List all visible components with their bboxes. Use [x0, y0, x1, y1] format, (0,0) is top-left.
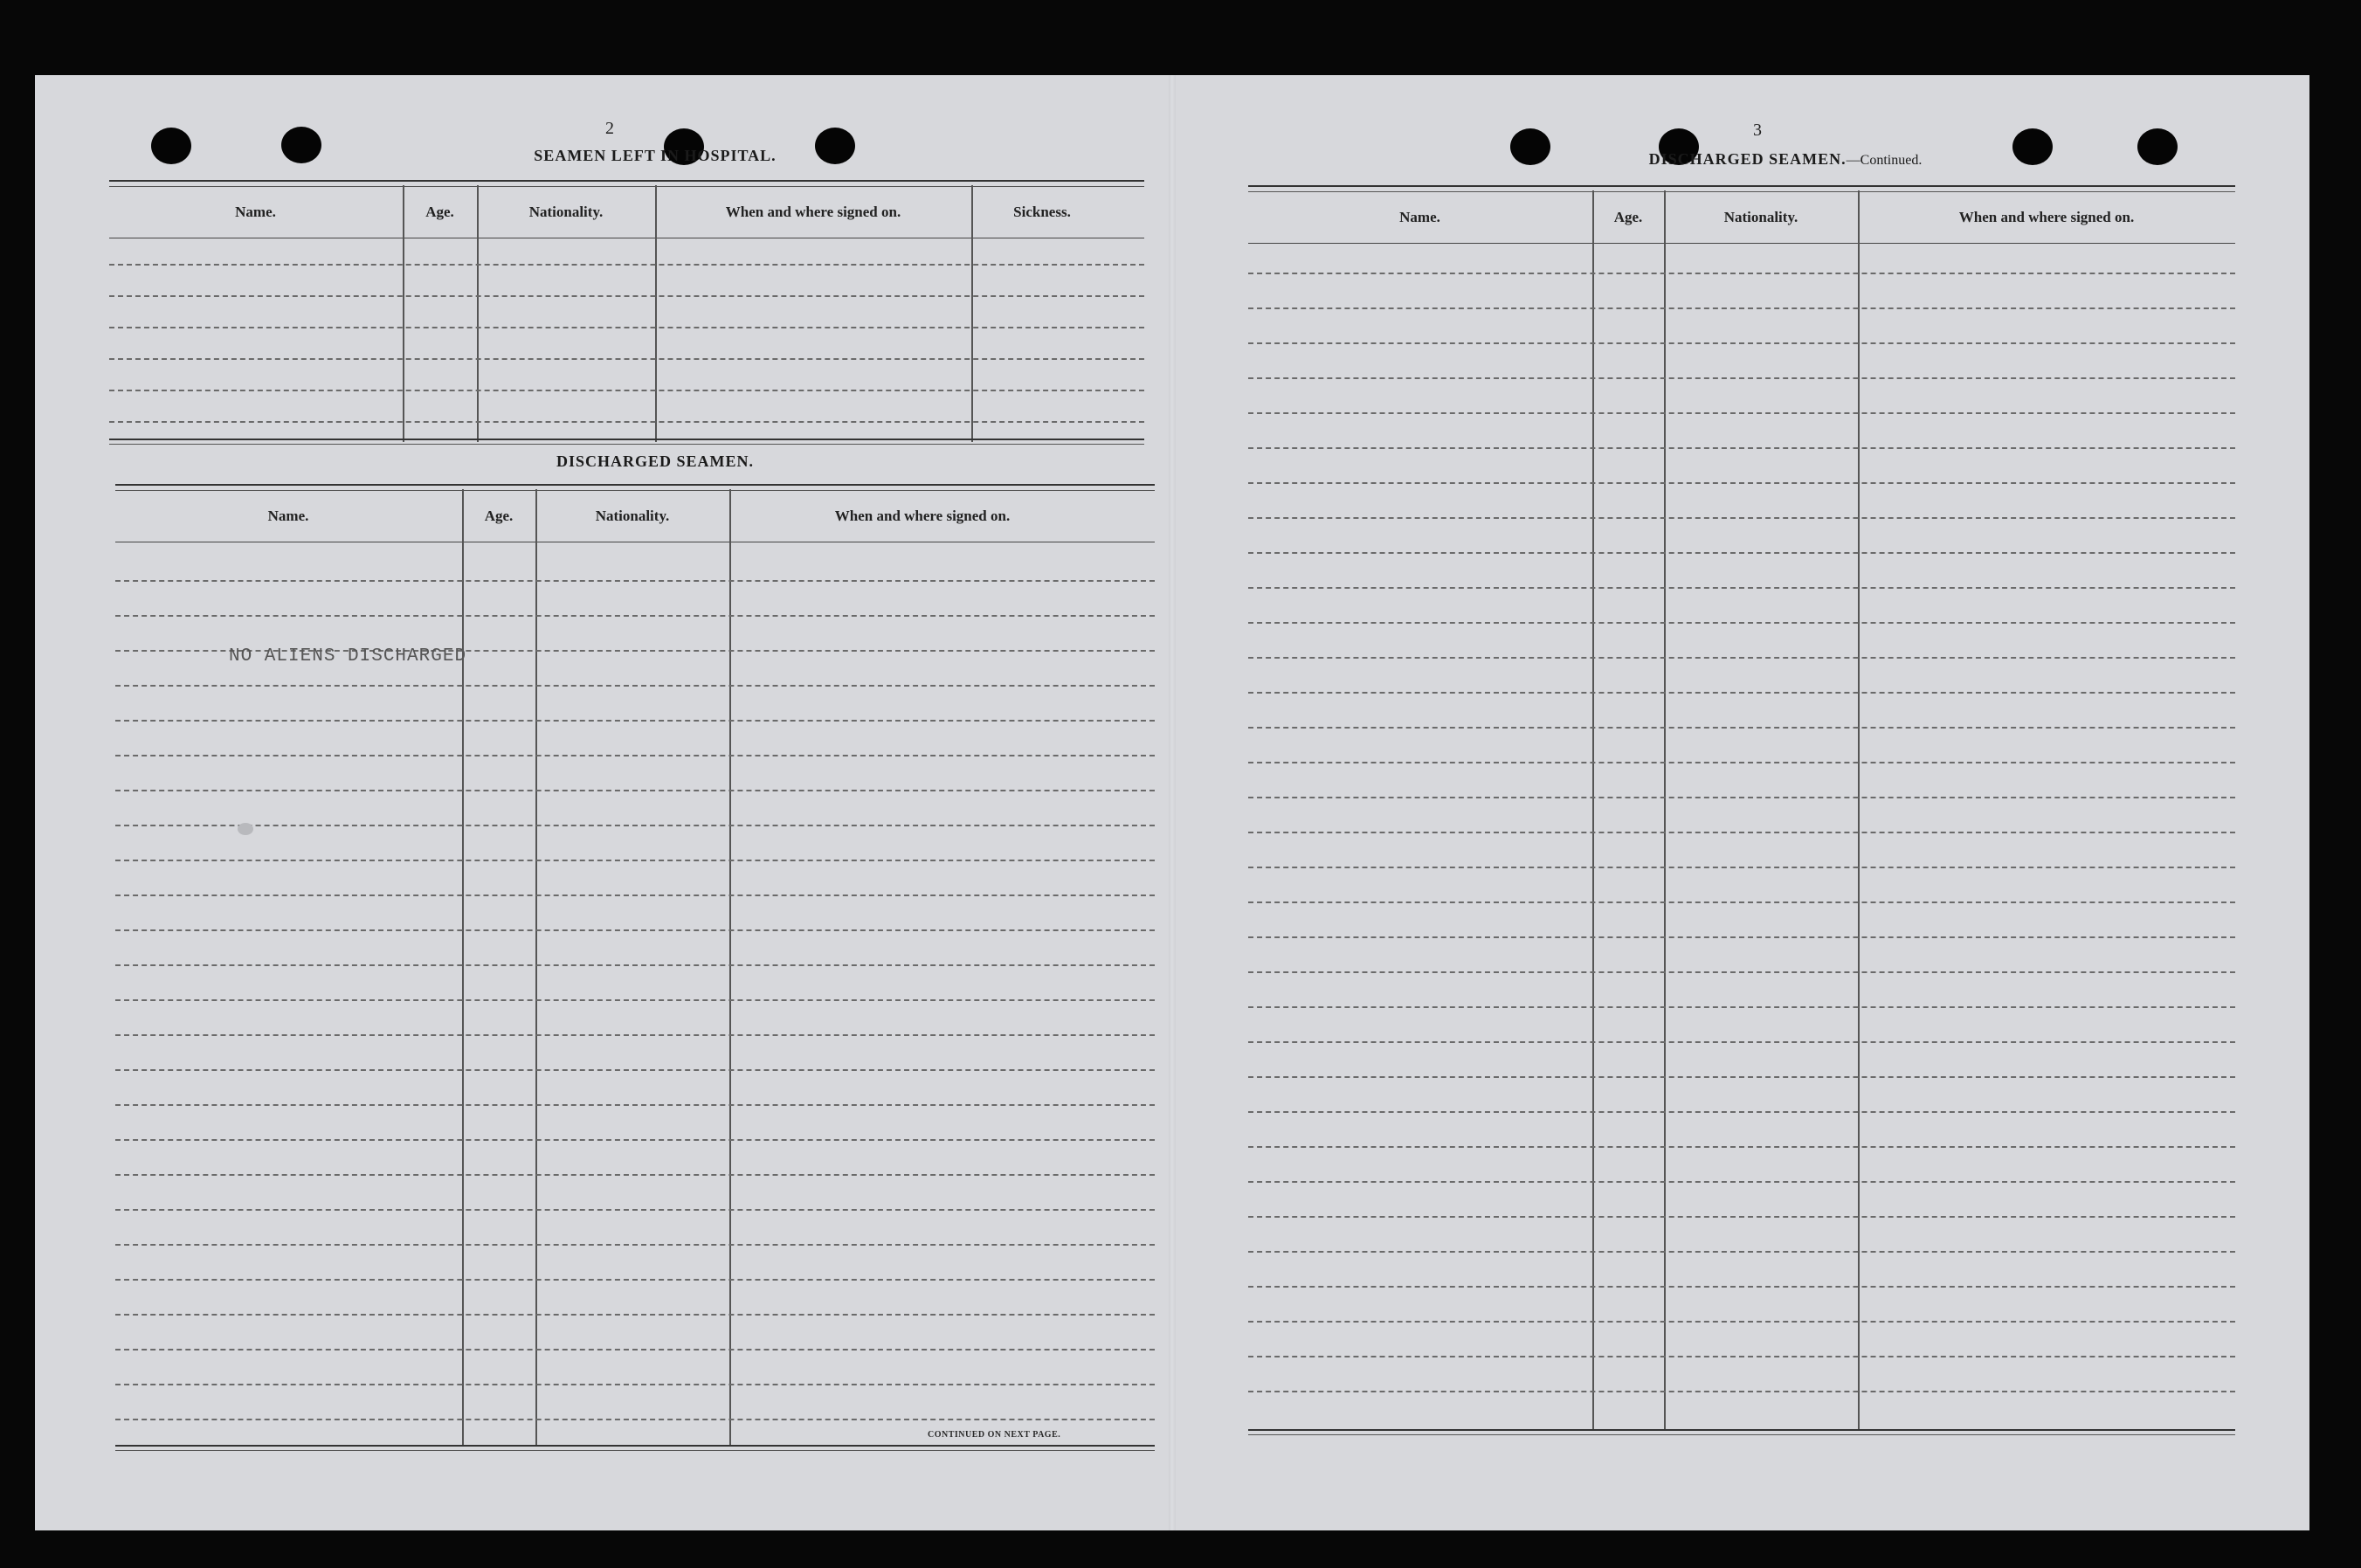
- section-title-hospital: SEAMEN LEFT IN HOSPITAL.: [534, 147, 777, 164]
- entry-line: [1248, 412, 2235, 414]
- section-title-discharged: DISCHARGED SEAMEN.: [556, 452, 755, 470]
- column-divider: [729, 489, 731, 1447]
- entry-line: [1248, 762, 2235, 763]
- entry-line: [115, 790, 1155, 791]
- column-header-nationality: Nationality.: [595, 508, 670, 524]
- column-divider: [971, 185, 973, 442]
- section-title-discharged-continued: [1528, 150, 2043, 169]
- entry-line: [1248, 273, 2235, 274]
- column-divider: [655, 185, 657, 442]
- column-header-age: Age.: [425, 204, 454, 220]
- continued-note: CONTINUED ON NEXT PAGE.: [928, 1430, 1061, 1440]
- entry-line: [115, 1104, 1155, 1106]
- section-title-suffix: —Continued.: [1846, 153, 1923, 168]
- entry-line: [115, 860, 1155, 861]
- entry-line: [115, 755, 1155, 756]
- column-divider: [1858, 190, 1860, 1431]
- entry-line: [1248, 1391, 2235, 1392]
- column-header-nationality: Nationality.: [528, 204, 604, 220]
- column-header-signed-on: When and where signed on.: [834, 508, 1011, 524]
- discharged-continued-table: [1248, 185, 2235, 1443]
- column-header-name: Name.: [235, 204, 276, 220]
- header-row: [1248, 192, 2235, 244]
- entry-line: [1248, 377, 2235, 379]
- section-title-text: DISCHARGED SEAMEN.: [1648, 150, 1847, 168]
- entry-line: [115, 964, 1155, 966]
- hospital-table: [109, 180, 1144, 442]
- entry-line: [1248, 867, 2235, 868]
- entry-line: [109, 327, 1144, 328]
- top-rule: [1248, 185, 2235, 192]
- entry-line: [1248, 1146, 2235, 1148]
- punch-hole: [2137, 128, 2178, 165]
- entry-line: [115, 825, 1155, 826]
- entry-line: [1248, 1321, 2235, 1323]
- entry-line: [1248, 447, 2235, 449]
- entry-line: [1248, 1251, 2235, 1253]
- column-header-signed-on: When and where signed on.: [725, 204, 901, 220]
- entry-line: [1248, 1286, 2235, 1288]
- entry-line: [115, 615, 1155, 617]
- entry-line: [115, 1279, 1155, 1281]
- entry-line: [109, 390, 1144, 391]
- top-rule: [109, 180, 1144, 187]
- column-divider: [1664, 190, 1666, 1431]
- column-header-age: Age.: [484, 508, 514, 524]
- punch-hole: [281, 127, 321, 163]
- entry-line: [115, 685, 1155, 687]
- column-divider: [462, 489, 464, 1447]
- entry-line: [1248, 1006, 2235, 1008]
- entry-line: [115, 1174, 1155, 1176]
- entry-line: [115, 895, 1155, 896]
- entry-line: [1248, 342, 2235, 344]
- entry-line: [1248, 552, 2235, 554]
- page-number: 3: [1753, 121, 1762, 140]
- header-row: [115, 491, 1155, 542]
- column-divider: [477, 185, 479, 442]
- entry-line: [115, 1069, 1155, 1071]
- entry-line: [1248, 901, 2235, 903]
- entry-line: [109, 264, 1144, 266]
- top-rule: [115, 484, 1155, 491]
- entry-line: [1248, 692, 2235, 694]
- entry-line: [109, 421, 1144, 423]
- entry-line: [115, 929, 1155, 931]
- page-number: 2: [605, 119, 614, 138]
- entry-line: [1248, 797, 2235, 798]
- entry-line: [115, 1244, 1155, 1246]
- entry-line: [115, 999, 1155, 1001]
- entry-line: [1248, 1216, 2235, 1218]
- entry-line: [109, 358, 1144, 360]
- ink-smudge: [238, 823, 253, 835]
- entry-line: [1248, 1076, 2235, 1078]
- entry-line: [115, 580, 1155, 582]
- entry-line: [109, 295, 1144, 297]
- entry-line: [115, 1419, 1155, 1420]
- entry-line: [1248, 622, 2235, 624]
- entry-line: [1248, 936, 2235, 938]
- entry-line: [1248, 1111, 2235, 1113]
- column-header-name: Name.: [267, 508, 309, 524]
- entry-line: [115, 1034, 1155, 1036]
- header-row: [109, 187, 1144, 238]
- column-header-nationality: Nationality.: [1723, 209, 1798, 225]
- entry-line: [1248, 832, 2235, 833]
- entry-line: [1248, 657, 2235, 659]
- ledger-sheet: [35, 75, 2309, 1530]
- entry-line: [115, 1349, 1155, 1350]
- entry-line: [1248, 971, 2235, 973]
- column-divider: [403, 185, 404, 442]
- entry-line: [115, 1384, 1155, 1385]
- entry-line: [1248, 517, 2235, 519]
- bottom-rule: [115, 1445, 1155, 1451]
- entry-line: [115, 1314, 1155, 1316]
- entry-line: [115, 1139, 1155, 1141]
- entry-line: [1248, 1356, 2235, 1357]
- punch-hole: [151, 128, 191, 164]
- bottom-rule: [109, 439, 1144, 445]
- entry-line: [1248, 1041, 2235, 1043]
- column-header-signed-on: When and where signed on.: [1958, 209, 2135, 225]
- entry-line: [1248, 587, 2235, 589]
- column-header-age: Age.: [1613, 209, 1643, 225]
- entry-line: [115, 720, 1155, 722]
- column-header-name: Name.: [1399, 209, 1440, 225]
- bottom-rule: [1248, 1429, 2235, 1435]
- entry-line: [1248, 727, 2235, 729]
- right-page: [1174, 75, 2309, 1530]
- column-divider: [535, 489, 537, 1447]
- no-aliens-stamp: NO ALIENS DISCHARGED: [229, 646, 467, 667]
- entry-line: [1248, 482, 2235, 484]
- entry-line: [115, 1209, 1155, 1211]
- entry-line: [1248, 307, 2235, 309]
- column-divider: [1592, 190, 1594, 1431]
- entry-line: [1248, 1181, 2235, 1183]
- discharged-table: [115, 484, 1155, 1448]
- column-header-sickness: Sickness.: [1013, 204, 1071, 220]
- left-page: [35, 75, 1170, 1530]
